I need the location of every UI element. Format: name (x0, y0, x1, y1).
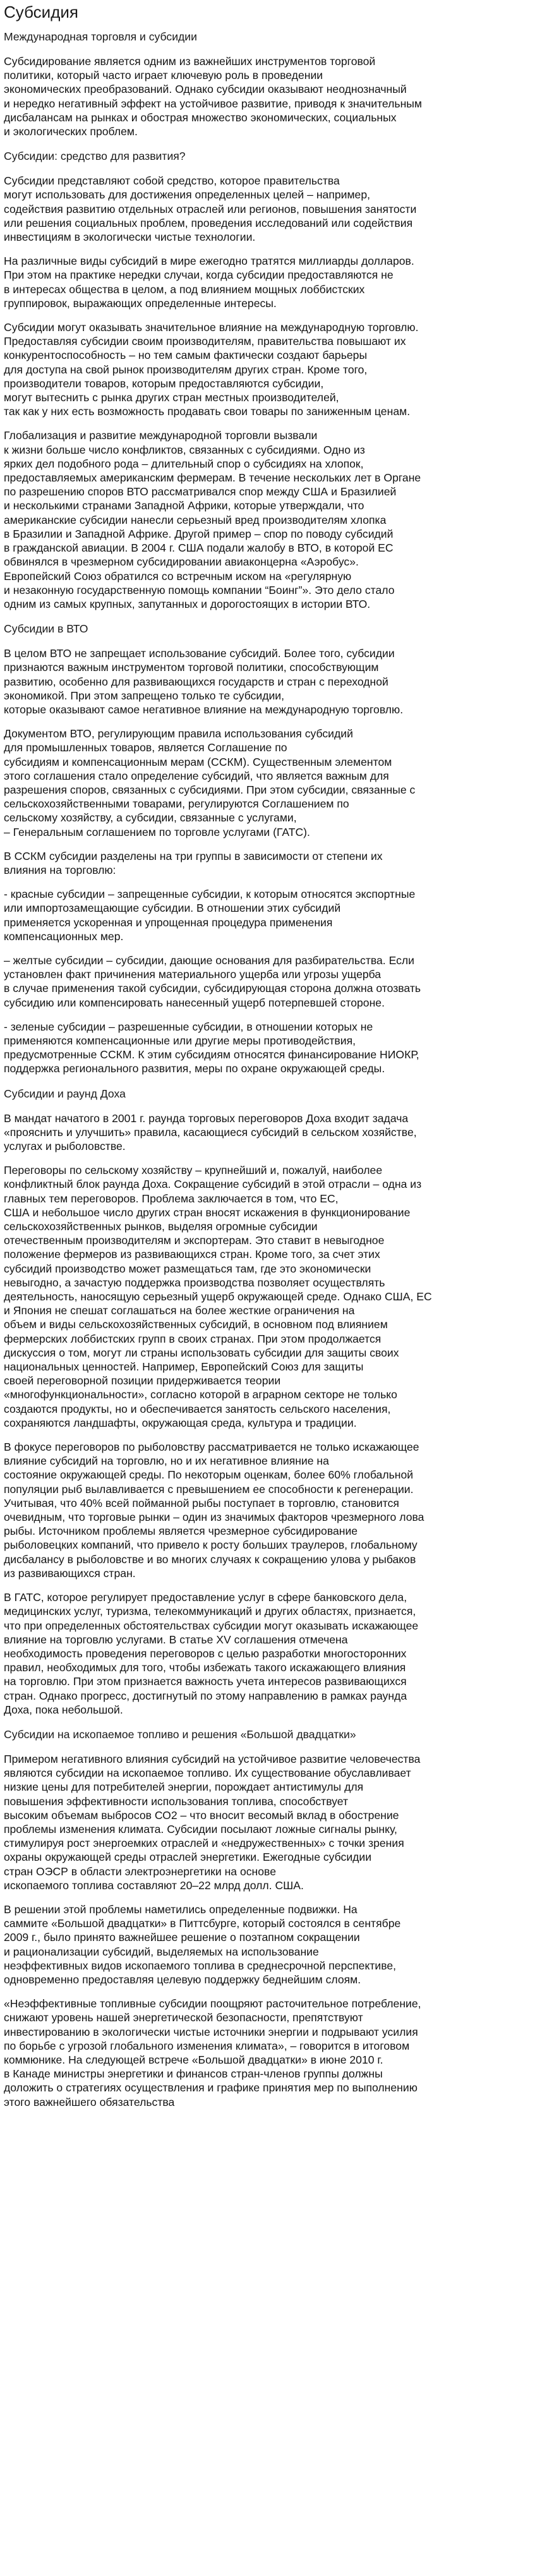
paragraph: «Неэффективные топливные субсидии поощряют расточительное потребление, снижают уровень нашей энергетической безопасности, препятствуют инвестированию в экологически чистые источники энергии и подрывают усилия по борьбе с угрозой глобального изменения климата», – говорится в итоговом коммюнике. На следующей встрече «Большой двадцатки» в июне 2010 г. в Канаде министры энергетики и финансов стран-членов группы должны доложить о стратегиях осуществления и графике принятия мер по выполнению этого важнейшего обязательства (4, 1997, 421, 2108)
section-heading: Международная торговля и субсидии (4, 30, 197, 43)
list-item-green-subsidies: - зеленые субсидии – разрешенные субсидии, в отношении которых не применяются компенсационные или другие меры противодействия, предусмотренные ССКМ. К этим субсидиям относятся финансирование НИОКР, поддержка регионального развития, меры по охране окружающей среды. (4, 1020, 419, 1075)
list-item-red-subsidies: - красные субсидии – запрещенные субсидии, к которым относятся экспортные или импортозамещающие субсидии. В отношении этих субсидий применяется ускоренная и упрощенная процедура применения компенсационных мер. (4, 888, 416, 943)
page-title: Субсидия (4, 3, 78, 21)
section-heading: Субсидии на ископаемое топливо и решения «Большой двадцатки» (4, 1727, 356, 1741)
paragraph: В ССКМ субсидии разделены на три группы в зависимости от степени их влияния на торговлю: (4, 849, 383, 876)
paragraph: Глобализация и развитие международной торговли вызвали к жизни больше число конфликтов, связанных с субсидиями. Одно из ярких дел подобного рода – длительный спор о субсидиях на хлопок, предоставляемых американским фермерам. В течение нескольких лет в Органе по разрешению споров ВТО рассматривался спор между США и Бразилией и несколькими странами Западной Африки, которые утверждали, что американские субсидии нанесли серьезный вред производителям хлопка в Бразилии и Западной Африке. Другой пример – спор по поводу субсидий в гражданской авиации. В 2004 г. США подали жалобу в ВТО, в которой ЕС обвинялся в чрезмерном субсидировании авиаконцерна «Аэробус». Европейский Союз обратился со встречным иском на «регулярную и незаконную государственную помощь компании “Боинг”». Это дело стало одним из самых крупных, запутанных и дорогостоящих в истории ВТО. (4, 429, 421, 610)
list-item-yellow-subsidies: – желтые субсидии – субсидии, дающие основания для разбирательства. Если установлен факт причинения материального ущерба или угрозы ущерба в случае применения такой субсидии, субсидирующая сторона должна отозвать субсидию или компенсировать нанесенный ущерб потерпевшей стороне. (4, 953, 421, 1009)
paragraph: В ГАТС, которое регулирует предоставление услуг в сфере банковского дела, медицинских услуг, туризма, телекоммуникаций и других областях, признается, что при определенных обстоятельствах субсидии могут оказывать искажающее влияние на торговлю услугами. В статье XV соглашения отмечена необходимость проведения переговоров с целью разработки многосторонних правил, необходимых для того, чтобы избежать такого искажающего влияния на торговлю. При этом признается важность учета интересов развивающихся стран. Однако прогресс, достигнутый по этому направлению в рамках раунда Доха, пока небольшой. (4, 1591, 419, 1716)
paragraph: Переговоры по сельскому хозяйству – крупнейший и, пожалуй, наиболее конфликтный блок раунда Доха. Сокращение субсидий в этой отрасли – одна из главных тем переговоров. Проблема заключается в том, что ЕС, США и небольшое число других стран вносят искажения в функционирование сельскохозяйственных рынков, выделяя огромные субсидии отечественным производителям и экспортерам. Это ставит в невыгодное положение фермеров из развивающихся стран. Кроме того, за счет этих субсидий производство может размещаться там, где это экономически невыгодно, а зачастую поддержка производства позволяет осуществлять деятельность, наносящую серьезный ущерб окружающей среде. Однако США, ЕС и Япония не спешат соглашаться на более жесткие ограничения на объем и виды сельскохозяйственных субсидий, в основном под влиянием фермерских лоббистских групп в своих странах. При этом продолжается дискуссия о том, могут ли страны использовать субсидии для защиты своих национальных ценностей. Например, Европейский Союз для защиты своей переговорной позиции придерживается теории «многофункциональности», согласно которой в аграрном секторе не только создаются продукты, но и обеспечивается занятость сельского населения, сохраняются ландшафты, окружающая среда, культура и традиции. (4, 1164, 432, 1429)
paragraph: В фокусе переговоров по рыболовству рассматривается не только искажающее влияние субсидий на торговлю, но и их негативное влияние на состояние окружающей среды. По некоторым оценкам, более 60% глобальной популяции рыб вылавливается с превышением ее способности к регенерации. Учитывая, что 40% всей пойманной рыбы поступает в торговлю, становится очевидным, что торговые рынки – один из значимых факторов чрезмерного лова рыбы. Источником проблемы является чрезмерное субсидирование рыболовецких компаний, что привело к росту больших траулеров, глобальному дисбалансу в рыболовстве и во многих случаях к сокращению улова у рыбаков из развивающихся стран. (4, 1441, 424, 1580)
paragraph: На различные виды субсидий в мире ежегодно тратятся миллиарды долларов. При этом на практике нередки случаи, когда субсидии предоставляются не в интересах общества в целом, а под влиянием мощных лоббистских группировок, выражающих определенные интересы. (4, 255, 414, 310)
paragraph: В решении этой проблемы наметились определенные подвижки. На саммите «Большой двадцатки» в Питтсбурге, который состоялся в сентябре 2009 г., было принято важнейшее решение о поэтапном сокращении и рационализации субсидий, выделяемых на использование неэффективных видов ископаемого топлива в среднесрочной перспективе, одновременно предоставляя целевую поддержку беднейшим слоям. (4, 1902, 401, 1986)
paragraph: Субсидирование является одним из важнейших инструментов торговой политики, который часто играет ключевую роль в проведении экономических преобразований. Однако субсидии оказывают неоднозначный и нередко негативный эффект на устойчивое развитие, приводя к значительным дисбалансам на рынках и обострая множество экономических, социальных и экологических проблем. (4, 55, 423, 138)
section-heading: Субсидии и раунд Доха (4, 1087, 126, 1100)
paragraph: Примером негативного влияния субсидий на устойчивое развитие человечества являются субсидии на ископаемое топливо. Их существование обуславливает низкие цены для потребителей энергии, порождает антистимулы для повышения эффективности использования топлива, способствует высоким объемам выбросов СО2 – что вносит весомый вклад в обострение проблемы изменения климата. Субсидии посылают ложные сигналы рынку, стимулируя рост энергоемких отраслей и «недружественных» с точки зрения охраны окружающей среды отраслей энергетики. Ежегодные субсидии стран ОЭСР в области электроэнергетики на основе ископаемого топлива составляют 20–22 млрд долл. США. (4, 1752, 421, 1892)
section-heading: Субсидии в ВТО (4, 622, 88, 636)
paragraph: Документом ВТО, регулирующим правила использования субсидий для промышленных товаров, является Соглашение по субсидиям и компенсационным мерам (ССКМ). Существенным элементом этого соглашения стало определение субсидий, что является важным для разрешения споров, связанных с субсидиями. При этом субсидии, связанные с сельскохозяйственными товарами, регулируются Соглашением по сельскому хозяйству, а субсидии, связанные с услугами, – Генеральным соглашением по торговле услугами (ГАТС). (4, 727, 416, 838)
paragraph: В мандат начатого в 2001 г. раунда торговых переговоров Доха входит задача «прояснить и улучшить» правила, касающиеся субсидий в сельском хозяйстве, услугах и рыболовстве. (4, 1111, 417, 1152)
paragraph: Субсидии представляют собой средство, которое правительства могут использовать для достижения определенных целей – например, содействия развитию отдельных отраслей или регионов, повышения занятости или решения социальных проблем, проведения исследований или содействия инвестициям в экологически чистые технологии. (4, 174, 417, 244)
document-page (0, 3, 535, 2109)
section-heading: Субсидии: средство для развития? (4, 150, 186, 163)
paragraph: Субсидии могут оказывать значительное влияние на международную торговлю. Предоставляя субсидии своим производителям, правительства повышают их конкурентоспособность – но тем самым фактически создают барьеры для доступа на свой рынок производителям других стран. Кроме того, производители товаров, которым предоставляются субсидии, могут вытеснить с рынка других стран местных производителей, так как у них есть возможность продавать свои товары по заниженным ценам. (4, 321, 419, 418)
paragraph: В целом ВТО не запрещает использование субсидий. Более того, субсидии признаются важным инструментом торговой политики, способствующим развитию, особенно для развивающихся государств и стран с переходной экономикой. При этом запрещено только те субсидии, которые оказывают самое негативное влияние на международную торговлю. (4, 647, 404, 716)
